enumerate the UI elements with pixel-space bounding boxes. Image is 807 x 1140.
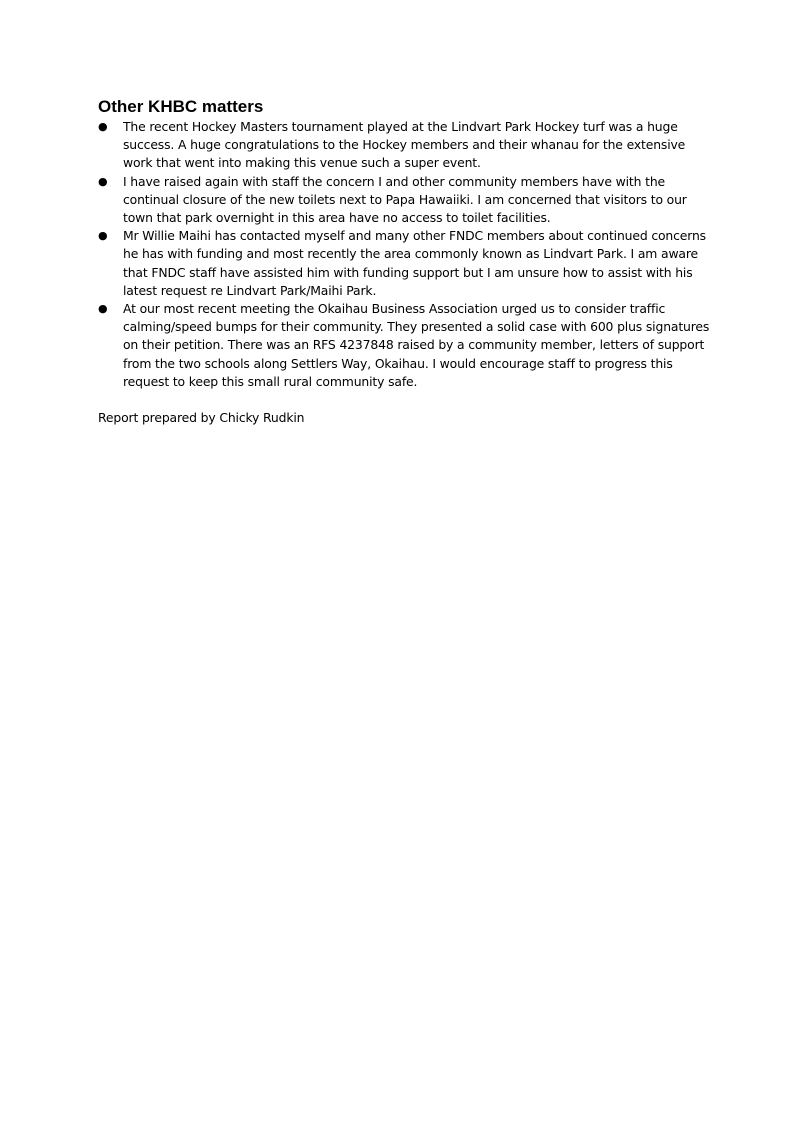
bullet-icon: ● [98, 229, 108, 243]
list-item [98, 300, 718, 391]
bullet-icon: ● [98, 174, 108, 188]
matters-list [98, 118, 718, 391]
list-item-text: The recent Hockey Masters tournament played at the Lindvart Park Hockey turf was a huge success. A huge congratulations to the Hockey members and their whanau for the extensive work that went into making this venue such a super event. [123, 119, 686, 171]
list-item [98, 173, 718, 228]
bullet-icon: ● [98, 302, 108, 316]
bullet-icon: ● [98, 120, 108, 133]
list-item [98, 227, 718, 300]
list-item-text: Mr Willie Maihi has contacted myself and many other FNDC members about continued concerns he has with funding and most recently the area commonly known as Lindvart Park. I am aware that FNDC staff have assisted him with funding support but I am unsure how to assist with his latest request re Lindvart Park/Maihi Park. [123, 228, 706, 298]
list-item-text: I have raised again with staff the concern I and other community members have with the continual closure of the new toilets next to Papa Hawaiiki. I am concerned that visitors to our town that park overnight in this area have no access to toilet facilities. [123, 173, 687, 226]
report-author: Report prepared by Chicky Rudkin [98, 410, 305, 426]
list-item [98, 118, 718, 173]
document-page [98, 96, 718, 440]
section-heading: Other KHBC matters [98, 97, 264, 116]
list-item-text: At our most recent meeting the Okaihau Business Association urged us to consider traffic calming/speed bumps for their community. They presented a solid case with 600 plus signatures on their petition. There was an RFS 4237848 raised by a community member, letters of support from the two schools along Settlers Way, Okaihau. I would encourage staff to progress this request to keep this small rural community safe. [123, 301, 710, 389]
